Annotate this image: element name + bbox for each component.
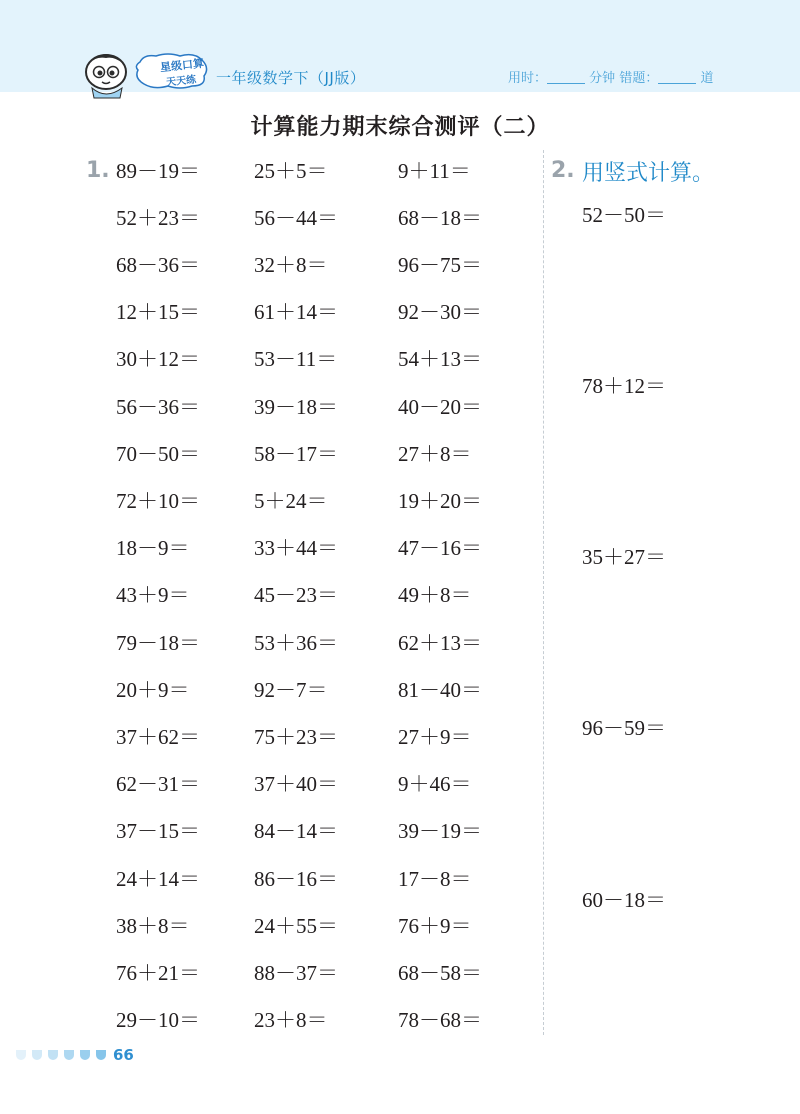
problem-r12-c2: 92－7＝ xyxy=(254,678,328,702)
problem-r2-c2: 56－44＝ xyxy=(254,206,338,230)
brand-name-bottom: 天天练 xyxy=(165,74,197,89)
problem-r14-c1: 62－31＝ xyxy=(116,772,200,796)
problem-r11-c1: 79－18＝ xyxy=(116,631,200,655)
problem-r15-c1: 37－15＝ xyxy=(116,819,200,843)
problem-r4-c3: 92－30＝ xyxy=(398,300,482,324)
problem-r12-c3: 81－40＝ xyxy=(398,678,482,702)
problem-r8-c1: 72＋10＝ xyxy=(116,489,200,513)
problem-r13-c1: 37＋62＝ xyxy=(116,725,200,749)
minute-label: 分钟 xyxy=(589,71,616,86)
section-2-title: 用竖式计算。 xyxy=(582,161,715,186)
problem-r14-c3: 9＋46＝ xyxy=(398,772,472,796)
problem-r6-c1: 56－36＝ xyxy=(116,395,200,419)
problem-r8-c3: 19＋20＝ xyxy=(398,489,482,513)
problem-r6-c3: 40－20＝ xyxy=(398,395,482,419)
problem-r1-c2: 25＋5＝ xyxy=(254,159,328,183)
problem-r19-c1: 29－10＝ xyxy=(116,1008,200,1032)
problem-r10-c3: 49＋8＝ xyxy=(398,583,472,607)
problem-r17-c2: 24＋55＝ xyxy=(254,914,338,938)
problem-r7-c2: 58－17＝ xyxy=(254,442,338,466)
problem-r11-c3: 62＋13＝ xyxy=(398,631,482,655)
problem-r2-c3: 68－18＝ xyxy=(398,206,482,230)
mascot-logo-icon xyxy=(78,46,138,102)
problem-r17-c1: 38＋8＝ xyxy=(116,914,190,938)
problem-r3-c1: 68－36＝ xyxy=(116,253,200,277)
problem-r9-c1: 18－9＝ xyxy=(116,536,190,560)
vertical-problem-3: 35＋27＝ xyxy=(582,545,666,569)
problem-r18-c1: 76＋21＝ xyxy=(116,961,200,985)
problem-r15-c3: 39－19＝ xyxy=(398,819,482,843)
problem-r15-c2: 84－14＝ xyxy=(254,819,338,843)
section-2-number: 2. xyxy=(551,158,575,183)
problem-r9-c3: 47－16＝ xyxy=(398,536,482,560)
problem-r18-c3: 68－58＝ xyxy=(398,961,482,985)
page-title: 计算能力期末综合测评（二） xyxy=(250,115,550,140)
error-blank[interactable] xyxy=(658,83,696,84)
problem-r5-c3: 54＋13＝ xyxy=(398,347,482,371)
problem-r16-c1: 24＋14＝ xyxy=(116,867,200,891)
problem-r6-c2: 39－18＝ xyxy=(254,395,338,419)
page-number: 66 xyxy=(113,1046,134,1064)
problem-r7-c1: 70－50＝ xyxy=(116,442,200,466)
problem-r2-c1: 52＋23＝ xyxy=(116,206,200,230)
problem-r3-c3: 96－75＝ xyxy=(398,253,482,277)
problem-r16-c3: 17－8＝ xyxy=(398,867,472,891)
problem-r16-c2: 86－16＝ xyxy=(254,867,338,891)
vertical-problem-4: 96－59＝ xyxy=(582,716,666,740)
problem-r13-c3: 27＋9＝ xyxy=(398,725,472,749)
time-blank[interactable] xyxy=(547,83,585,84)
problem-r4-c1: 12＋15＝ xyxy=(116,300,200,324)
column-divider xyxy=(543,150,544,1035)
problem-r10-c2: 45－23＝ xyxy=(254,583,338,607)
problem-r5-c1: 30＋12＝ xyxy=(116,347,200,371)
problem-r8-c2: 5＋24＝ xyxy=(254,489,328,513)
vertical-problem-1: 52－50＝ xyxy=(582,203,666,227)
footer-dots-decoration xyxy=(14,1048,110,1062)
book-title: 一年级数学下（JJ版） xyxy=(216,69,366,87)
problem-r18-c2: 88－37＝ xyxy=(254,961,338,985)
problem-r19-c2: 23＋8＝ xyxy=(254,1008,328,1032)
time-label: 用时： xyxy=(508,71,548,86)
problem-r12-c1: 20＋9＝ xyxy=(116,678,190,702)
problem-r3-c2: 32＋8＝ xyxy=(254,253,328,277)
section-1-number: 1. xyxy=(86,158,110,183)
problem-r14-c2: 37＋40＝ xyxy=(254,772,338,796)
problem-r19-c3: 78－68＝ xyxy=(398,1008,482,1032)
problem-r13-c2: 75＋23＝ xyxy=(254,725,338,749)
problem-r9-c2: 33＋44＝ xyxy=(254,536,338,560)
problem-r7-c3: 27＋8＝ xyxy=(398,442,472,466)
problem-r10-c1: 43＋9＝ xyxy=(116,583,190,607)
timing-record xyxy=(508,67,713,86)
problem-r5-c2: 53－11＝ xyxy=(254,347,338,371)
brand-name-top: 星级口算 xyxy=(159,56,205,75)
count-label: 道 xyxy=(700,71,714,86)
problem-r1-c3: 9＋11＝ xyxy=(398,159,471,183)
problem-r11-c2: 53＋36＝ xyxy=(254,631,338,655)
vertical-problem-2: 78＋12＝ xyxy=(582,374,666,398)
vertical-problem-5: 60－18＝ xyxy=(582,888,666,912)
error-label: 错题： xyxy=(619,71,659,86)
problem-r1-c1: 89－19＝ xyxy=(116,159,200,183)
problem-r17-c3: 76＋9＝ xyxy=(398,914,472,938)
problem-r4-c2: 61＋14＝ xyxy=(254,300,338,324)
